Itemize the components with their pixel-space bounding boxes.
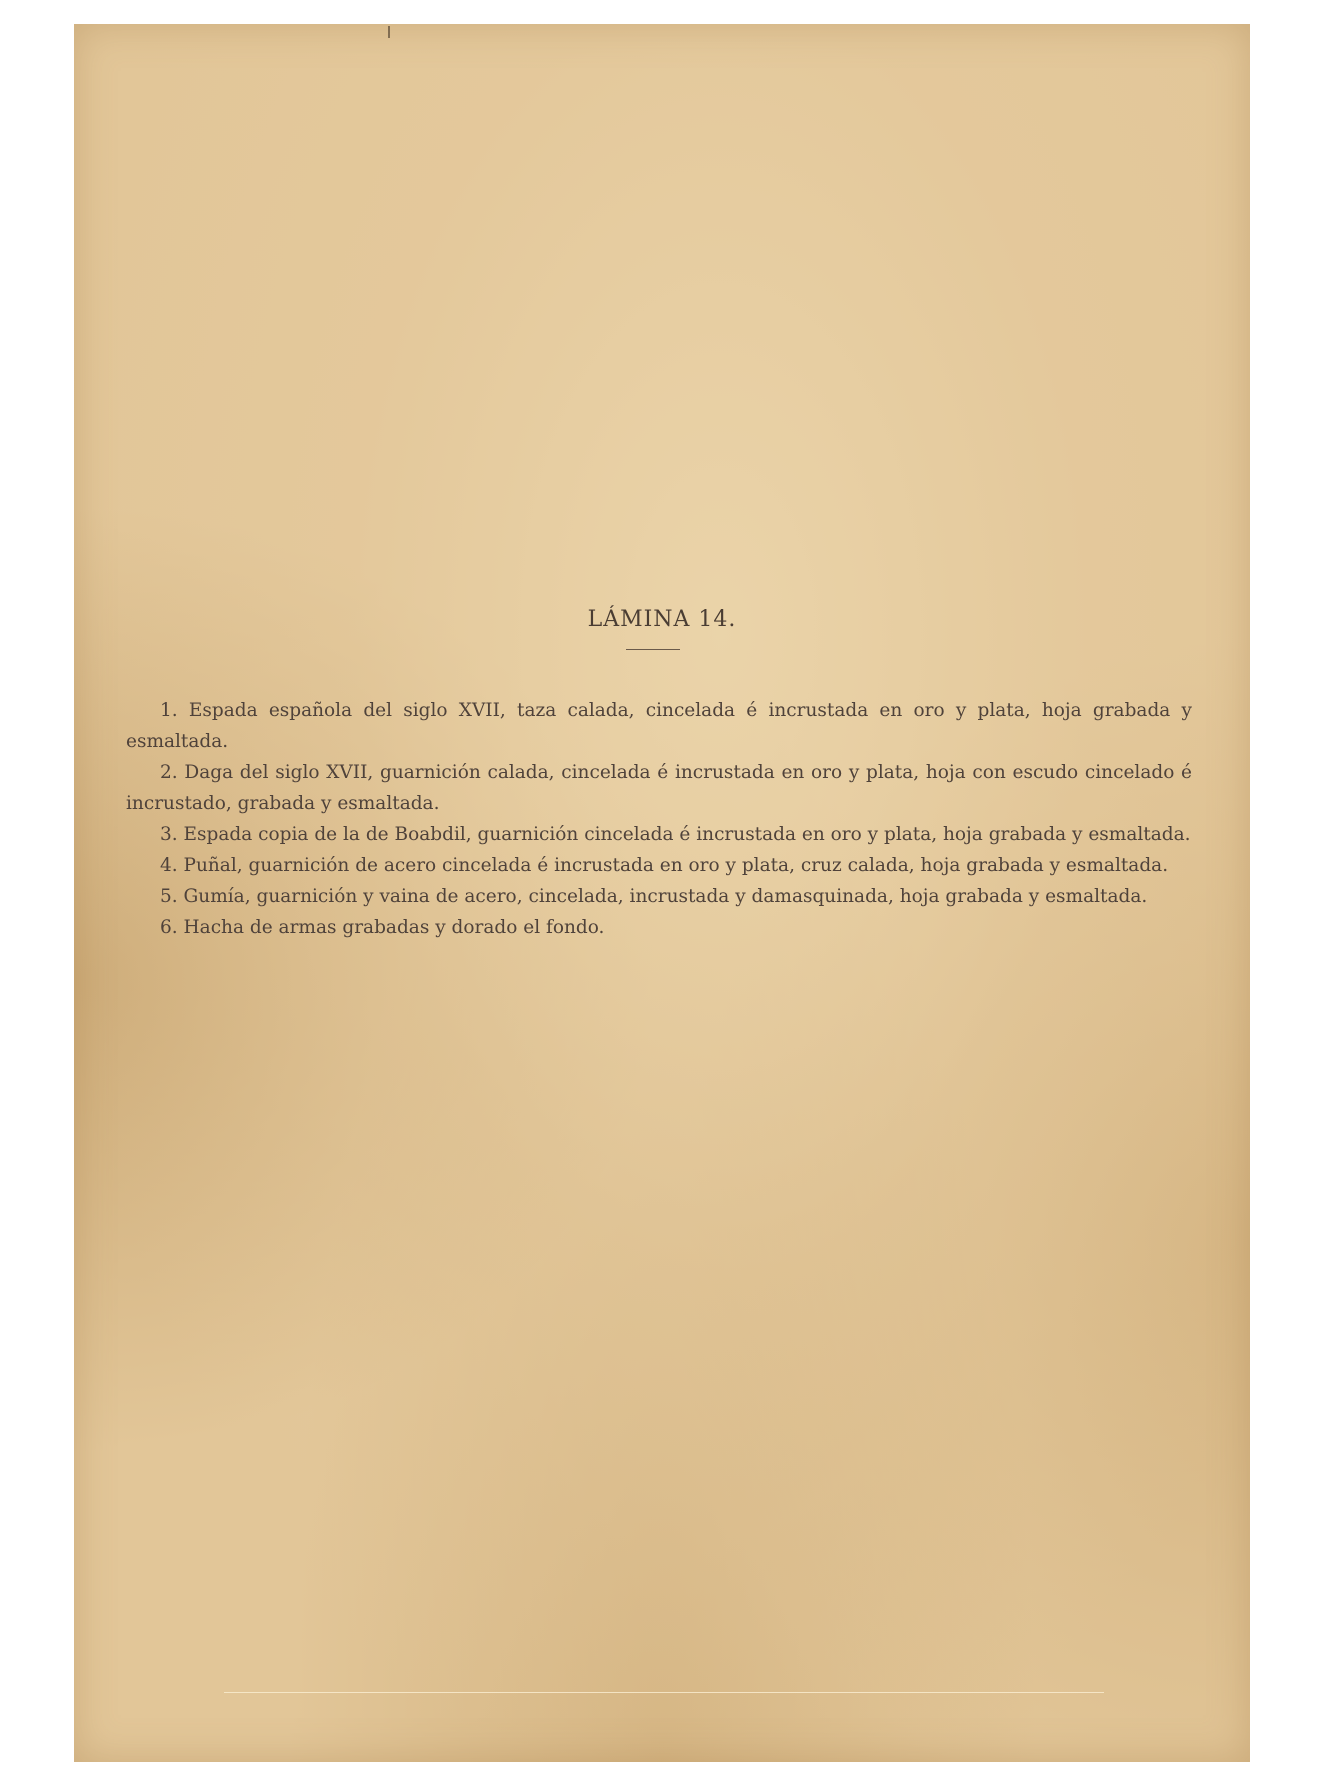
caption-entry: 1. Espada española del siglo XVII, taza calada, cincelada é incrustada en oro y plata, hoja grabada y esmaltada.: [126, 700, 1192, 752]
caption-entry: 5. Gumía, guarnición y vaina de acero, cincelada, incrustada y damasquinada, hoja grabada y esmaltada.: [160, 886, 1148, 907]
print-mark: [388, 26, 390, 38]
paper-crease: [224, 1692, 1104, 1693]
caption-entry: 3. Espada copia de la de Boabdil, guarnición cincelada é incrustada en oro y plata, hoja grabada y esmaltada.: [160, 824, 1191, 845]
caption-entry: 4. Puñal, guarnición de acero cincelada é incrustada en oro y plata, cruz calada, hoja grabada y esmaltada.: [160, 855, 1169, 876]
page-sheet: [74, 24, 1250, 1762]
page-title: LÁMINA 14.: [587, 607, 737, 632]
caption-entry: 2. Daga del siglo XVII, guarnición calada, cincelada é incrustada en oro y plata, hoja con escudo cincelado é incrustado, grabada y esmaltada.: [126, 762, 1192, 814]
caption-entry: 6. Hacha de armas grabadas y dorado el fondo.: [160, 917, 605, 938]
plate-caption-list: [126, 695, 1192, 943]
title-underline: [626, 649, 680, 650]
